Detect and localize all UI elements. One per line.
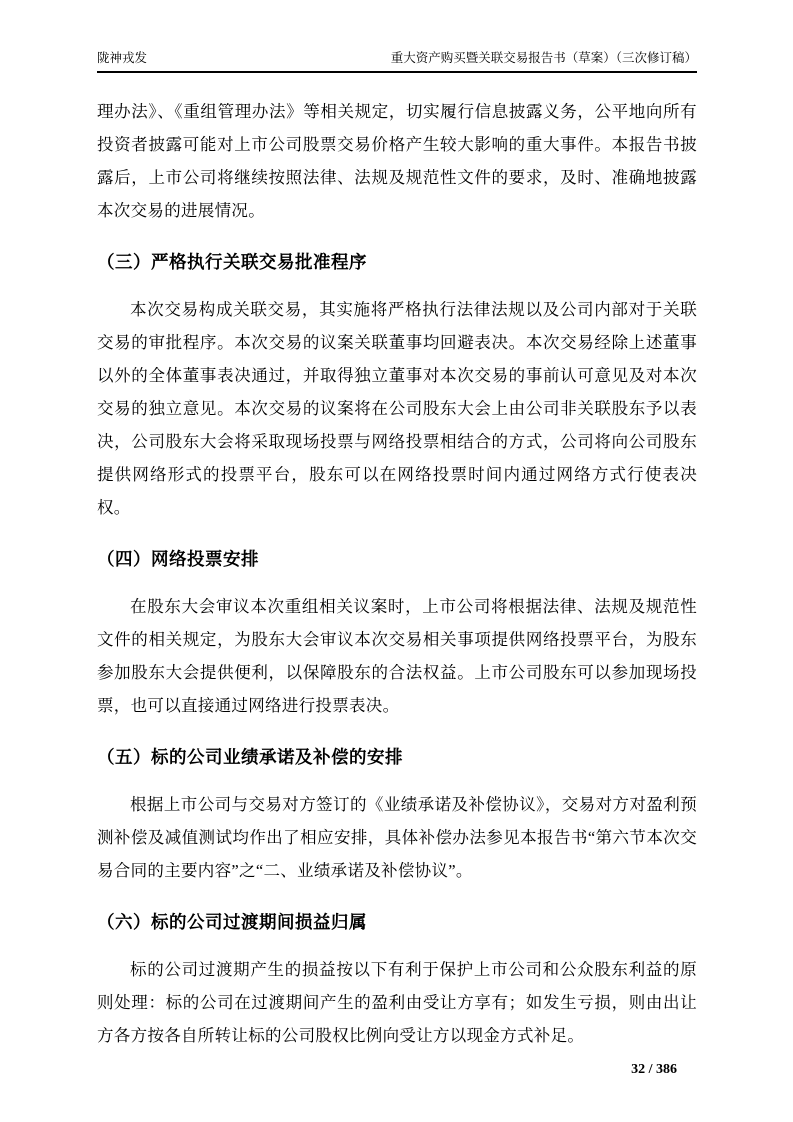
section-paragraph-5: 根据上市公司与交易对方签订的《业绩承诺及补偿协议》，交易对方对盈利预测补偿及减值测试均作出了相应安排，具体补偿办法参见本报告书“第六节本次交易合同的主要内容”之“二、业绩承诺及补偿协议”。 — [97, 795, 697, 881]
page-number: 32 / 386 — [631, 1062, 677, 1078]
page-header — [97, 50, 697, 73]
section-heading-5: （五）标的公司业绩承诺及补偿的安排 — [97, 747, 403, 768]
header-company-name: 陇神戎发 — [97, 51, 148, 65]
section-paragraph-6: 标的公司过渡期产生的损益按以下有利于保护上市公司和公众股东利益的原则处理：标的公司在过渡期间产生的盈利由受让方享有；如发生亏损，则由出让方各方按各自所转让标的公司股权比例向受让方以现金方式补足。 — [97, 960, 697, 1046]
section-heading-4: （四）网络投票安排 — [97, 549, 259, 570]
intro-paragraph: 理办法》、《重组管理办法》等相关规定，切实履行信息披露义务，公平地向所有投资者披露可能对上市公司股票交易价格产生较大影响的重大事件。本报告书披露后，上市公司将继续按照法律、法规及规范性文件的要求，及时、准确地披露本次交易的进展情况。 — [97, 102, 697, 221]
section-heading-6: （六）标的公司过渡期间损益归属 — [97, 912, 367, 933]
section-heading-3: （三）严格执行关联交易批准程序 — [97, 252, 367, 273]
section-paragraph-4: 在股东大会审议本次重组相关议案时，上市公司将根据法律、法规及规范性文件的相关规定，为股东大会审议本次交易相关事项提供网络投票平台，为股东参加股东大会提供便利，以保障股东的合法权益。上市公司股东可以参加现场投票，也可以直接通过网络进行投票表决。 — [97, 597, 697, 716]
section-paragraph-3: 本次交易构成关联交易，其实施将严格执行法律法规以及公司内部对于关联交易的审批程序。本次交易的议案关联董事均回避表决。本次交易经除上述董事以外的全体董事表决通过，并取得独立董事对本次交易的事前认可意见及对本次交易的独立意见。本次交易的议案将在公司股东大会上由公司非关联股东予以表决，公司股东大会将采取现场投票与网络投票相结合的方式，公司将向公司股东提供网络形式的投票平台，股东可以在网络投票时间内通过网络方式行使表决权。 — [97, 300, 697, 518]
header-document-title: 重大资产购买暨关联交易报告书（草案）（三次修订稿） — [390, 51, 697, 65]
